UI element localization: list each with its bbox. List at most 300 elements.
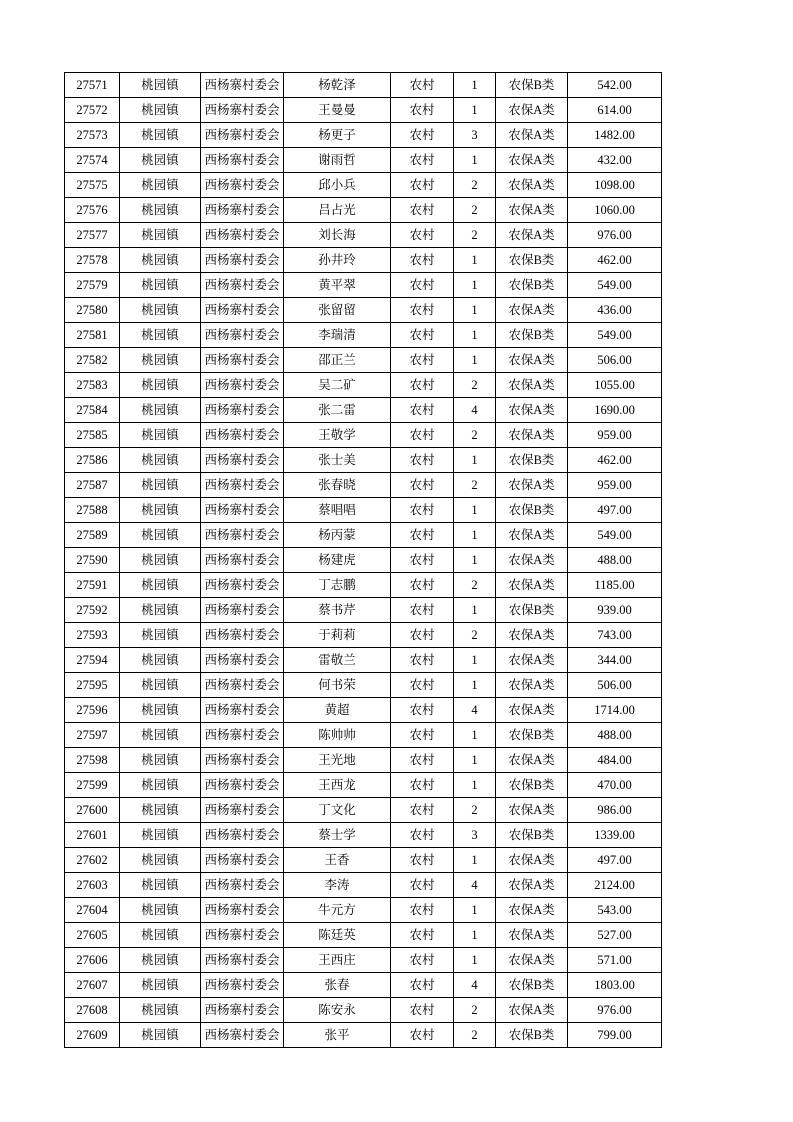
table-row	[65, 148, 662, 173]
cell-serial-number: 27603	[65, 873, 120, 898]
cell-insurance-category: 农保A类	[496, 648, 568, 673]
cell-residence-type: 农村	[391, 923, 454, 948]
table-row	[65, 723, 662, 748]
cell-person-count: 2	[454, 223, 496, 248]
table-row	[65, 273, 662, 298]
cell-town: 桃园镇	[120, 173, 201, 198]
table-row	[65, 898, 662, 923]
cell-person-count: 2	[454, 623, 496, 648]
cell-person-count: 3	[454, 823, 496, 848]
cell-town: 桃园镇	[120, 498, 201, 523]
cell-person-count: 1	[454, 148, 496, 173]
cell-person-name: 谢雨哲	[284, 148, 391, 173]
cell-village-committee: 西杨寨村委会	[201, 573, 284, 598]
table-row	[65, 573, 662, 598]
cell-amount: 462.00	[568, 248, 662, 273]
cell-insurance-category: 农保A类	[496, 573, 568, 598]
cell-person-count: 4	[454, 398, 496, 423]
cell-village-committee: 西杨寨村委会	[201, 323, 284, 348]
cell-village-committee: 西杨寨村委会	[201, 373, 284, 398]
table-row	[65, 673, 662, 698]
cell-residence-type: 农村	[391, 623, 454, 648]
cell-insurance-category: 农保A类	[496, 748, 568, 773]
cell-person-name: 张二雷	[284, 398, 391, 423]
cell-village-committee: 西杨寨村委会	[201, 773, 284, 798]
cell-town: 桃园镇	[120, 98, 201, 123]
cell-amount: 959.00	[568, 423, 662, 448]
cell-person-name: 黄平翠	[284, 273, 391, 298]
cell-person-name: 王西龙	[284, 773, 391, 798]
cell-town: 桃园镇	[120, 73, 201, 98]
table-row	[65, 923, 662, 948]
cell-serial-number: 27602	[65, 848, 120, 873]
cell-village-committee: 西杨寨村委会	[201, 873, 284, 898]
cell-town: 桃园镇	[120, 123, 201, 148]
cell-town: 桃园镇	[120, 673, 201, 698]
cell-person-name: 邱小兵	[284, 173, 391, 198]
table-row	[65, 298, 662, 323]
cell-town: 桃园镇	[120, 598, 201, 623]
cell-person-name: 李涛	[284, 873, 391, 898]
cell-residence-type: 农村	[391, 798, 454, 823]
cell-amount: 976.00	[568, 998, 662, 1023]
cell-serial-number: 27578	[65, 248, 120, 273]
cell-residence-type: 农村	[391, 723, 454, 748]
table-row	[65, 348, 662, 373]
table-row	[65, 848, 662, 873]
cell-town: 桃园镇	[120, 973, 201, 998]
cell-residence-type: 农村	[391, 848, 454, 873]
cell-amount: 986.00	[568, 798, 662, 823]
cell-residence-type: 农村	[391, 548, 454, 573]
cell-person-count: 1	[454, 848, 496, 873]
cell-town: 桃园镇	[120, 548, 201, 573]
cell-village-committee: 西杨寨村委会	[201, 148, 284, 173]
table-row	[65, 1023, 662, 1048]
cell-town: 桃园镇	[120, 373, 201, 398]
cell-residence-type: 农村	[391, 198, 454, 223]
cell-person-count: 1	[454, 498, 496, 523]
cell-serial-number: 27574	[65, 148, 120, 173]
cell-village-committee: 西杨寨村委会	[201, 598, 284, 623]
cell-person-count: 1	[454, 273, 496, 298]
cell-person-count: 1	[454, 598, 496, 623]
cell-person-name: 王曼曼	[284, 98, 391, 123]
cell-amount: 614.00	[568, 98, 662, 123]
cell-person-count: 1	[454, 323, 496, 348]
cell-insurance-category: 农保B类	[496, 773, 568, 798]
cell-town: 桃园镇	[120, 423, 201, 448]
cell-town: 桃园镇	[120, 1023, 201, 1048]
cell-village-committee: 西杨寨村委会	[201, 698, 284, 723]
cell-residence-type: 农村	[391, 173, 454, 198]
cell-person-name: 于莉莉	[284, 623, 391, 648]
cell-village-committee: 西杨寨村委会	[201, 173, 284, 198]
cell-serial-number: 27601	[65, 823, 120, 848]
cell-village-committee: 西杨寨村委会	[201, 273, 284, 298]
cell-insurance-category: 农保A类	[496, 548, 568, 573]
cell-residence-type: 农村	[391, 148, 454, 173]
cell-insurance-category: 农保A类	[496, 148, 568, 173]
cell-person-count: 1	[454, 898, 496, 923]
cell-person-count: 2	[454, 373, 496, 398]
cell-residence-type: 农村	[391, 948, 454, 973]
cell-residence-type: 农村	[391, 473, 454, 498]
table-row	[65, 773, 662, 798]
table-row	[65, 123, 662, 148]
cell-person-count: 1	[454, 248, 496, 273]
cell-amount: 799.00	[568, 1023, 662, 1048]
table-row	[65, 448, 662, 473]
cell-serial-number: 27571	[65, 73, 120, 98]
cell-person-count: 1	[454, 948, 496, 973]
table-row	[65, 473, 662, 498]
cell-insurance-category: 农保A类	[496, 623, 568, 648]
cell-person-count: 1	[454, 348, 496, 373]
cell-amount: 470.00	[568, 773, 662, 798]
cell-insurance-category: 农保A类	[496, 673, 568, 698]
cell-insurance-category: 农保A类	[496, 398, 568, 423]
cell-insurance-category: 农保B类	[496, 448, 568, 473]
cell-serial-number: 27597	[65, 723, 120, 748]
cell-person-name: 孙井玲	[284, 248, 391, 273]
cell-residence-type: 农村	[391, 573, 454, 598]
cell-residence-type: 农村	[391, 973, 454, 998]
table-row	[65, 98, 662, 123]
cell-serial-number: 27606	[65, 948, 120, 973]
cell-insurance-category: 农保B类	[496, 598, 568, 623]
cell-serial-number: 27591	[65, 573, 120, 598]
cell-town: 桃园镇	[120, 273, 201, 298]
cell-person-count: 1	[454, 523, 496, 548]
cell-serial-number: 27592	[65, 598, 120, 623]
cell-amount: 959.00	[568, 473, 662, 498]
cell-amount: 488.00	[568, 723, 662, 748]
cell-person-name: 牛元方	[284, 898, 391, 923]
cell-town: 桃园镇	[120, 823, 201, 848]
cell-amount: 506.00	[568, 673, 662, 698]
cell-village-committee: 西杨寨村委会	[201, 348, 284, 373]
table-row	[65, 548, 662, 573]
cell-amount: 1185.00	[568, 573, 662, 598]
cell-person-count: 4	[454, 698, 496, 723]
cell-insurance-category: 农保B类	[496, 1023, 568, 1048]
cell-person-count: 2	[454, 473, 496, 498]
cell-town: 桃园镇	[120, 573, 201, 598]
cell-town: 桃园镇	[120, 923, 201, 948]
cell-person-count: 4	[454, 973, 496, 998]
cell-person-name: 蔡士学	[284, 823, 391, 848]
cell-serial-number: 27582	[65, 348, 120, 373]
cell-insurance-category: 农保B类	[496, 973, 568, 998]
cell-village-committee: 西杨寨村委会	[201, 973, 284, 998]
cell-town: 桃园镇	[120, 948, 201, 973]
cell-serial-number: 27584	[65, 398, 120, 423]
cell-town: 桃园镇	[120, 298, 201, 323]
cell-serial-number: 27573	[65, 123, 120, 148]
cell-person-name: 张平	[284, 1023, 391, 1048]
cell-person-count: 1	[454, 723, 496, 748]
cell-insurance-category: 农保A类	[496, 298, 568, 323]
cell-town: 桃园镇	[120, 323, 201, 348]
cell-village-committee: 西杨寨村委会	[201, 648, 284, 673]
cell-amount: 527.00	[568, 923, 662, 948]
cell-amount: 543.00	[568, 898, 662, 923]
cell-town: 桃园镇	[120, 698, 201, 723]
table-row	[65, 373, 662, 398]
cell-serial-number: 27596	[65, 698, 120, 723]
records-table-body	[65, 73, 662, 1048]
cell-person-name: 丁志鹏	[284, 573, 391, 598]
cell-amount: 2124.00	[568, 873, 662, 898]
cell-amount: 484.00	[568, 748, 662, 773]
cell-insurance-category: 农保B类	[496, 73, 568, 98]
cell-village-committee: 西杨寨村委会	[201, 98, 284, 123]
cell-insurance-category: 农保B类	[496, 823, 568, 848]
cell-insurance-category: 农保A类	[496, 923, 568, 948]
cell-village-committee: 西杨寨村委会	[201, 923, 284, 948]
cell-village-committee: 西杨寨村委会	[201, 548, 284, 573]
cell-village-committee: 西杨寨村委会	[201, 798, 284, 823]
cell-residence-type: 农村	[391, 598, 454, 623]
cell-residence-type: 农村	[391, 423, 454, 448]
cell-insurance-category: 农保A类	[496, 173, 568, 198]
cell-person-name: 王光地	[284, 748, 391, 773]
cell-residence-type: 农村	[391, 898, 454, 923]
cell-person-name: 蔡唱唱	[284, 498, 391, 523]
cell-village-committee: 西杨寨村委会	[201, 298, 284, 323]
cell-amount: 571.00	[568, 948, 662, 973]
table-row	[65, 398, 662, 423]
cell-person-name: 李瑞清	[284, 323, 391, 348]
cell-town: 桃园镇	[120, 473, 201, 498]
cell-person-name: 杨丙蒙	[284, 523, 391, 548]
cell-village-committee: 西杨寨村委会	[201, 523, 284, 548]
cell-residence-type: 农村	[391, 448, 454, 473]
cell-town: 桃园镇	[120, 198, 201, 223]
cell-residence-type: 农村	[391, 323, 454, 348]
cell-insurance-category: 农保A类	[496, 998, 568, 1023]
cell-town: 桃园镇	[120, 873, 201, 898]
cell-person-name: 雷敬兰	[284, 648, 391, 673]
cell-village-committee: 西杨寨村委会	[201, 1023, 284, 1048]
cell-person-name: 陈安永	[284, 998, 391, 1023]
cell-insurance-category: 农保A类	[496, 798, 568, 823]
cell-residence-type: 农村	[391, 773, 454, 798]
cell-person-count: 1	[454, 773, 496, 798]
cell-town: 桃园镇	[120, 348, 201, 373]
cell-amount: 1714.00	[568, 698, 662, 723]
cell-person-name: 杨更子	[284, 123, 391, 148]
cell-town: 桃园镇	[120, 773, 201, 798]
cell-person-count: 1	[454, 673, 496, 698]
cell-village-committee: 西杨寨村委会	[201, 198, 284, 223]
table-row	[65, 498, 662, 523]
cell-serial-number: 27594	[65, 648, 120, 673]
table-row	[65, 198, 662, 223]
cell-amount: 497.00	[568, 848, 662, 873]
cell-serial-number: 27579	[65, 273, 120, 298]
cell-insurance-category: 农保A类	[496, 698, 568, 723]
cell-serial-number: 27607	[65, 973, 120, 998]
cell-town: 桃园镇	[120, 798, 201, 823]
cell-person-count: 2	[454, 198, 496, 223]
cell-amount: 488.00	[568, 548, 662, 573]
table-row	[65, 973, 662, 998]
cell-insurance-category: 农保A类	[496, 348, 568, 373]
cell-town: 桃园镇	[120, 898, 201, 923]
cell-person-name: 王敬学	[284, 423, 391, 448]
table-row	[65, 223, 662, 248]
cell-person-name: 陈帅帅	[284, 723, 391, 748]
cell-residence-type: 农村	[391, 348, 454, 373]
cell-amount: 344.00	[568, 648, 662, 673]
table-row	[65, 623, 662, 648]
cell-person-name: 王香	[284, 848, 391, 873]
table-row	[65, 823, 662, 848]
cell-village-committee: 西杨寨村委会	[201, 423, 284, 448]
cell-residence-type: 农村	[391, 648, 454, 673]
cell-amount: 497.00	[568, 498, 662, 523]
cell-insurance-category: 农保B类	[496, 323, 568, 348]
cell-amount: 976.00	[568, 223, 662, 248]
cell-insurance-category: 农保A类	[496, 373, 568, 398]
cell-person-count: 1	[454, 448, 496, 473]
cell-amount: 549.00	[568, 323, 662, 348]
cell-person-name: 蔡书芹	[284, 598, 391, 623]
cell-amount: 549.00	[568, 273, 662, 298]
cell-amount: 432.00	[568, 148, 662, 173]
cell-town: 桃园镇	[120, 648, 201, 673]
cell-residence-type: 农村	[391, 823, 454, 848]
cell-amount: 1060.00	[568, 198, 662, 223]
table-row	[65, 423, 662, 448]
cell-person-count: 2	[454, 573, 496, 598]
cell-serial-number: 27604	[65, 898, 120, 923]
cell-insurance-category: 农保A类	[496, 848, 568, 873]
cell-person-name: 吴二矿	[284, 373, 391, 398]
cell-residence-type: 农村	[391, 1023, 454, 1048]
cell-town: 桃园镇	[120, 398, 201, 423]
cell-person-count: 1	[454, 648, 496, 673]
cell-serial-number: 27581	[65, 323, 120, 348]
cell-amount: 542.00	[568, 73, 662, 98]
cell-village-committee: 西杨寨村委会	[201, 623, 284, 648]
cell-town: 桃园镇	[120, 848, 201, 873]
cell-village-committee: 西杨寨村委会	[201, 848, 284, 873]
cell-person-name: 何书荣	[284, 673, 391, 698]
cell-village-committee: 西杨寨村委会	[201, 723, 284, 748]
cell-person-name: 张春晓	[284, 473, 391, 498]
cell-village-committee: 西杨寨村委会	[201, 398, 284, 423]
cell-amount: 1339.00	[568, 823, 662, 848]
cell-serial-number: 27583	[65, 373, 120, 398]
cell-person-name: 张留留	[284, 298, 391, 323]
cell-town: 桃园镇	[120, 748, 201, 773]
cell-amount: 1055.00	[568, 373, 662, 398]
cell-town: 桃园镇	[120, 723, 201, 748]
cell-person-name: 邵正兰	[284, 348, 391, 373]
cell-serial-number: 27586	[65, 448, 120, 473]
cell-insurance-category: 农保A类	[496, 873, 568, 898]
cell-town: 桃园镇	[120, 223, 201, 248]
cell-town: 桃园镇	[120, 448, 201, 473]
cell-residence-type: 农村	[391, 123, 454, 148]
cell-village-committee: 西杨寨村委会	[201, 73, 284, 98]
cell-insurance-category: 农保A类	[496, 523, 568, 548]
cell-residence-type: 农村	[391, 298, 454, 323]
cell-person-name: 刘长海	[284, 223, 391, 248]
cell-residence-type: 农村	[391, 248, 454, 273]
cell-town: 桃园镇	[120, 248, 201, 273]
cell-amount: 743.00	[568, 623, 662, 648]
cell-insurance-category: 农保A类	[496, 98, 568, 123]
cell-insurance-category: 农保B类	[496, 273, 568, 298]
cell-insurance-category: 农保B类	[496, 248, 568, 273]
cell-serial-number: 27576	[65, 198, 120, 223]
cell-person-name: 王西庄	[284, 948, 391, 973]
cell-person-count: 3	[454, 123, 496, 148]
cell-residence-type: 农村	[391, 873, 454, 898]
table-row	[65, 698, 662, 723]
table-row	[65, 998, 662, 1023]
cell-insurance-category: 农保A类	[496, 898, 568, 923]
cell-village-committee: 西杨寨村委会	[201, 498, 284, 523]
cell-insurance-category: 农保A类	[496, 123, 568, 148]
cell-amount: 549.00	[568, 523, 662, 548]
cell-person-name: 黄超	[284, 698, 391, 723]
cell-amount: 1690.00	[568, 398, 662, 423]
cell-residence-type: 农村	[391, 223, 454, 248]
cell-residence-type: 农村	[391, 73, 454, 98]
cell-person-name: 陈廷英	[284, 923, 391, 948]
cell-serial-number: 27588	[65, 498, 120, 523]
cell-person-count: 1	[454, 748, 496, 773]
cell-residence-type: 农村	[391, 673, 454, 698]
cell-serial-number: 27595	[65, 673, 120, 698]
cell-town: 桃园镇	[120, 148, 201, 173]
table-row	[65, 648, 662, 673]
table-row	[65, 248, 662, 273]
cell-amount: 939.00	[568, 598, 662, 623]
cell-village-committee: 西杨寨村委会	[201, 948, 284, 973]
table-row	[65, 948, 662, 973]
cell-amount: 462.00	[568, 448, 662, 473]
cell-village-committee: 西杨寨村委会	[201, 998, 284, 1023]
cell-serial-number: 27577	[65, 223, 120, 248]
cell-person-name: 张士美	[284, 448, 391, 473]
cell-town: 桃园镇	[120, 998, 201, 1023]
cell-serial-number: 27590	[65, 548, 120, 573]
cell-person-name: 丁文化	[284, 798, 391, 823]
cell-person-count: 2	[454, 998, 496, 1023]
cell-village-committee: 西杨寨村委会	[201, 223, 284, 248]
cell-person-count: 2	[454, 423, 496, 448]
cell-residence-type: 农村	[391, 698, 454, 723]
cell-person-count: 1	[454, 548, 496, 573]
table-row	[65, 873, 662, 898]
cell-serial-number: 27605	[65, 923, 120, 948]
table-row	[65, 323, 662, 348]
cell-village-committee: 西杨寨村委会	[201, 823, 284, 848]
cell-person-name: 杨建虎	[284, 548, 391, 573]
cell-residence-type: 农村	[391, 748, 454, 773]
cell-village-committee: 西杨寨村委会	[201, 898, 284, 923]
cell-residence-type: 农村	[391, 98, 454, 123]
cell-serial-number: 27608	[65, 998, 120, 1023]
cell-amount: 1098.00	[568, 173, 662, 198]
table-row	[65, 748, 662, 773]
